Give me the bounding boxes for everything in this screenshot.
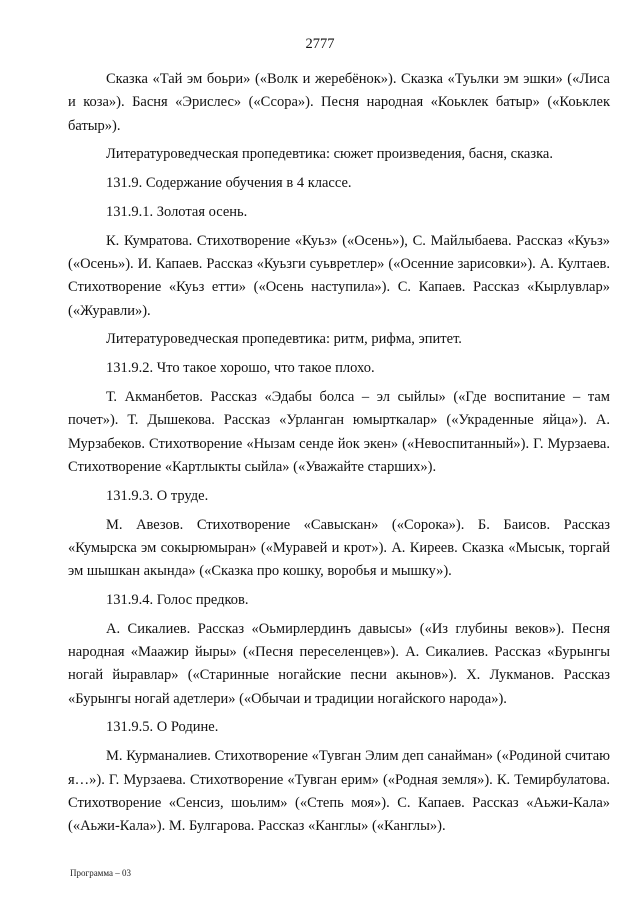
paragraph-propaedeutics-rhythm: Литературоведческая пропедевтика: ритм, рифма, эпитет. [106, 331, 462, 348]
section-heading-131-9-5: 131.9.5. О Родине. [106, 719, 219, 736]
section-heading-131-9-2: 131.9.2. Что такое хорошо, что такое плохо. [106, 360, 375, 377]
paragraph-good-bad-works: Т. Акманбетов. Рассказ «Эдабы болса – эл сыйлы» («Где воспитание – там почет»). Т. Дышекова. Рассказ «Урланган юмырткалар» («Украденные яйца»). А. Мурзабеков. Стихотворение «Нызам сенде йок экен» («Невоспитанный»). Г. Мурзаева. Стихотворение «Картлыкты сыйла» («Уважайте старших»). [68, 389, 610, 475]
section-heading-131-9-1: 131.9.1. Золотая осень. [106, 203, 248, 220]
section-heading-131-9-4: 131.9.4. Голос предков. [106, 591, 249, 608]
page-number: 2777 [305, 36, 335, 52]
paragraph-propaedeutics-plot: Литературоведческая пропедевтика: сюжет произведения, басня, сказка. [106, 146, 553, 163]
paragraph-golden-autumn-works: К. Кумратова. Стихотворение «Куьз» («Осень»), С. Майлыбаева. Рассказ «Куьз» («Осень»). И. Капаев. Рассказ «Куьзги суьвретлер» («Осенние зарисовки»). А. Култаев. Стихотворение «Куьз етти» («Осень наступила»). С. Капаев. Рассказ «Кырлувлар» («Журавли»). [68, 232, 610, 319]
paragraph-homeland-works: М. Курманалиев. Стихотворение «Тувган Элим деп санайман» («Родиной считаю я…»). Г. Мурзаева. Стихотворение «Тувган ерим» («Родная земля»). К. Темирбулатова. Стихотворение «Сенсиз, шоьлим» («Степь моя»). С. Капаев. Рассказ «Аьжи-Кала» («Аьжи-Кала»). М. Булгарова. Рассказ «Канглы» («Канглы»). [68, 748, 610, 835]
paragraph-ancestors-works: А. Сикалиев. Рассказ «Оьмирлердинъ давысы» («Из глубины веков»). Песня народная «Маажир йыры» («Песня переселенцев»). А. Сикалиев. Рассказ «Бурынгы ногай йыравлар» («Старинные ногайские песни акынов»). Х. Лукманов. Рассказ «Бурынгы ногай адетлери» («Обычаи и традиции ногайского народа»). [68, 620, 610, 707]
section-heading-131-9-3: 131.9.3. О труде. [106, 487, 209, 504]
page-footer: Программа – 03 [70, 868, 132, 878]
page-body [68, 68, 610, 844]
section-heading-131-9: 131.9. Содержание обучения в 4 классе. [106, 175, 352, 192]
paragraph-labor-works: М. Авезов. Стихотворение «Савыскан» («Сорока»). Б. Баисов. Рассказ «Кумырска эм сокырюмыран» («Муравей и крот»). А. Киреев. Сказка «Мысык, торгай эм шышкан акында» («Сказка про кошку, воробья и мышку»). [68, 516, 610, 580]
paragraph-tales-intro: Сказка «Тай эм боьри» («Волк и жеребёнок»). Сказка «Туьлки эм эшки» («Лиса и коза»). Басня «Эрислес» («Ссора»). Песня народная «Коьклек батыр» («Коьклек батыр»). [68, 71, 610, 134]
